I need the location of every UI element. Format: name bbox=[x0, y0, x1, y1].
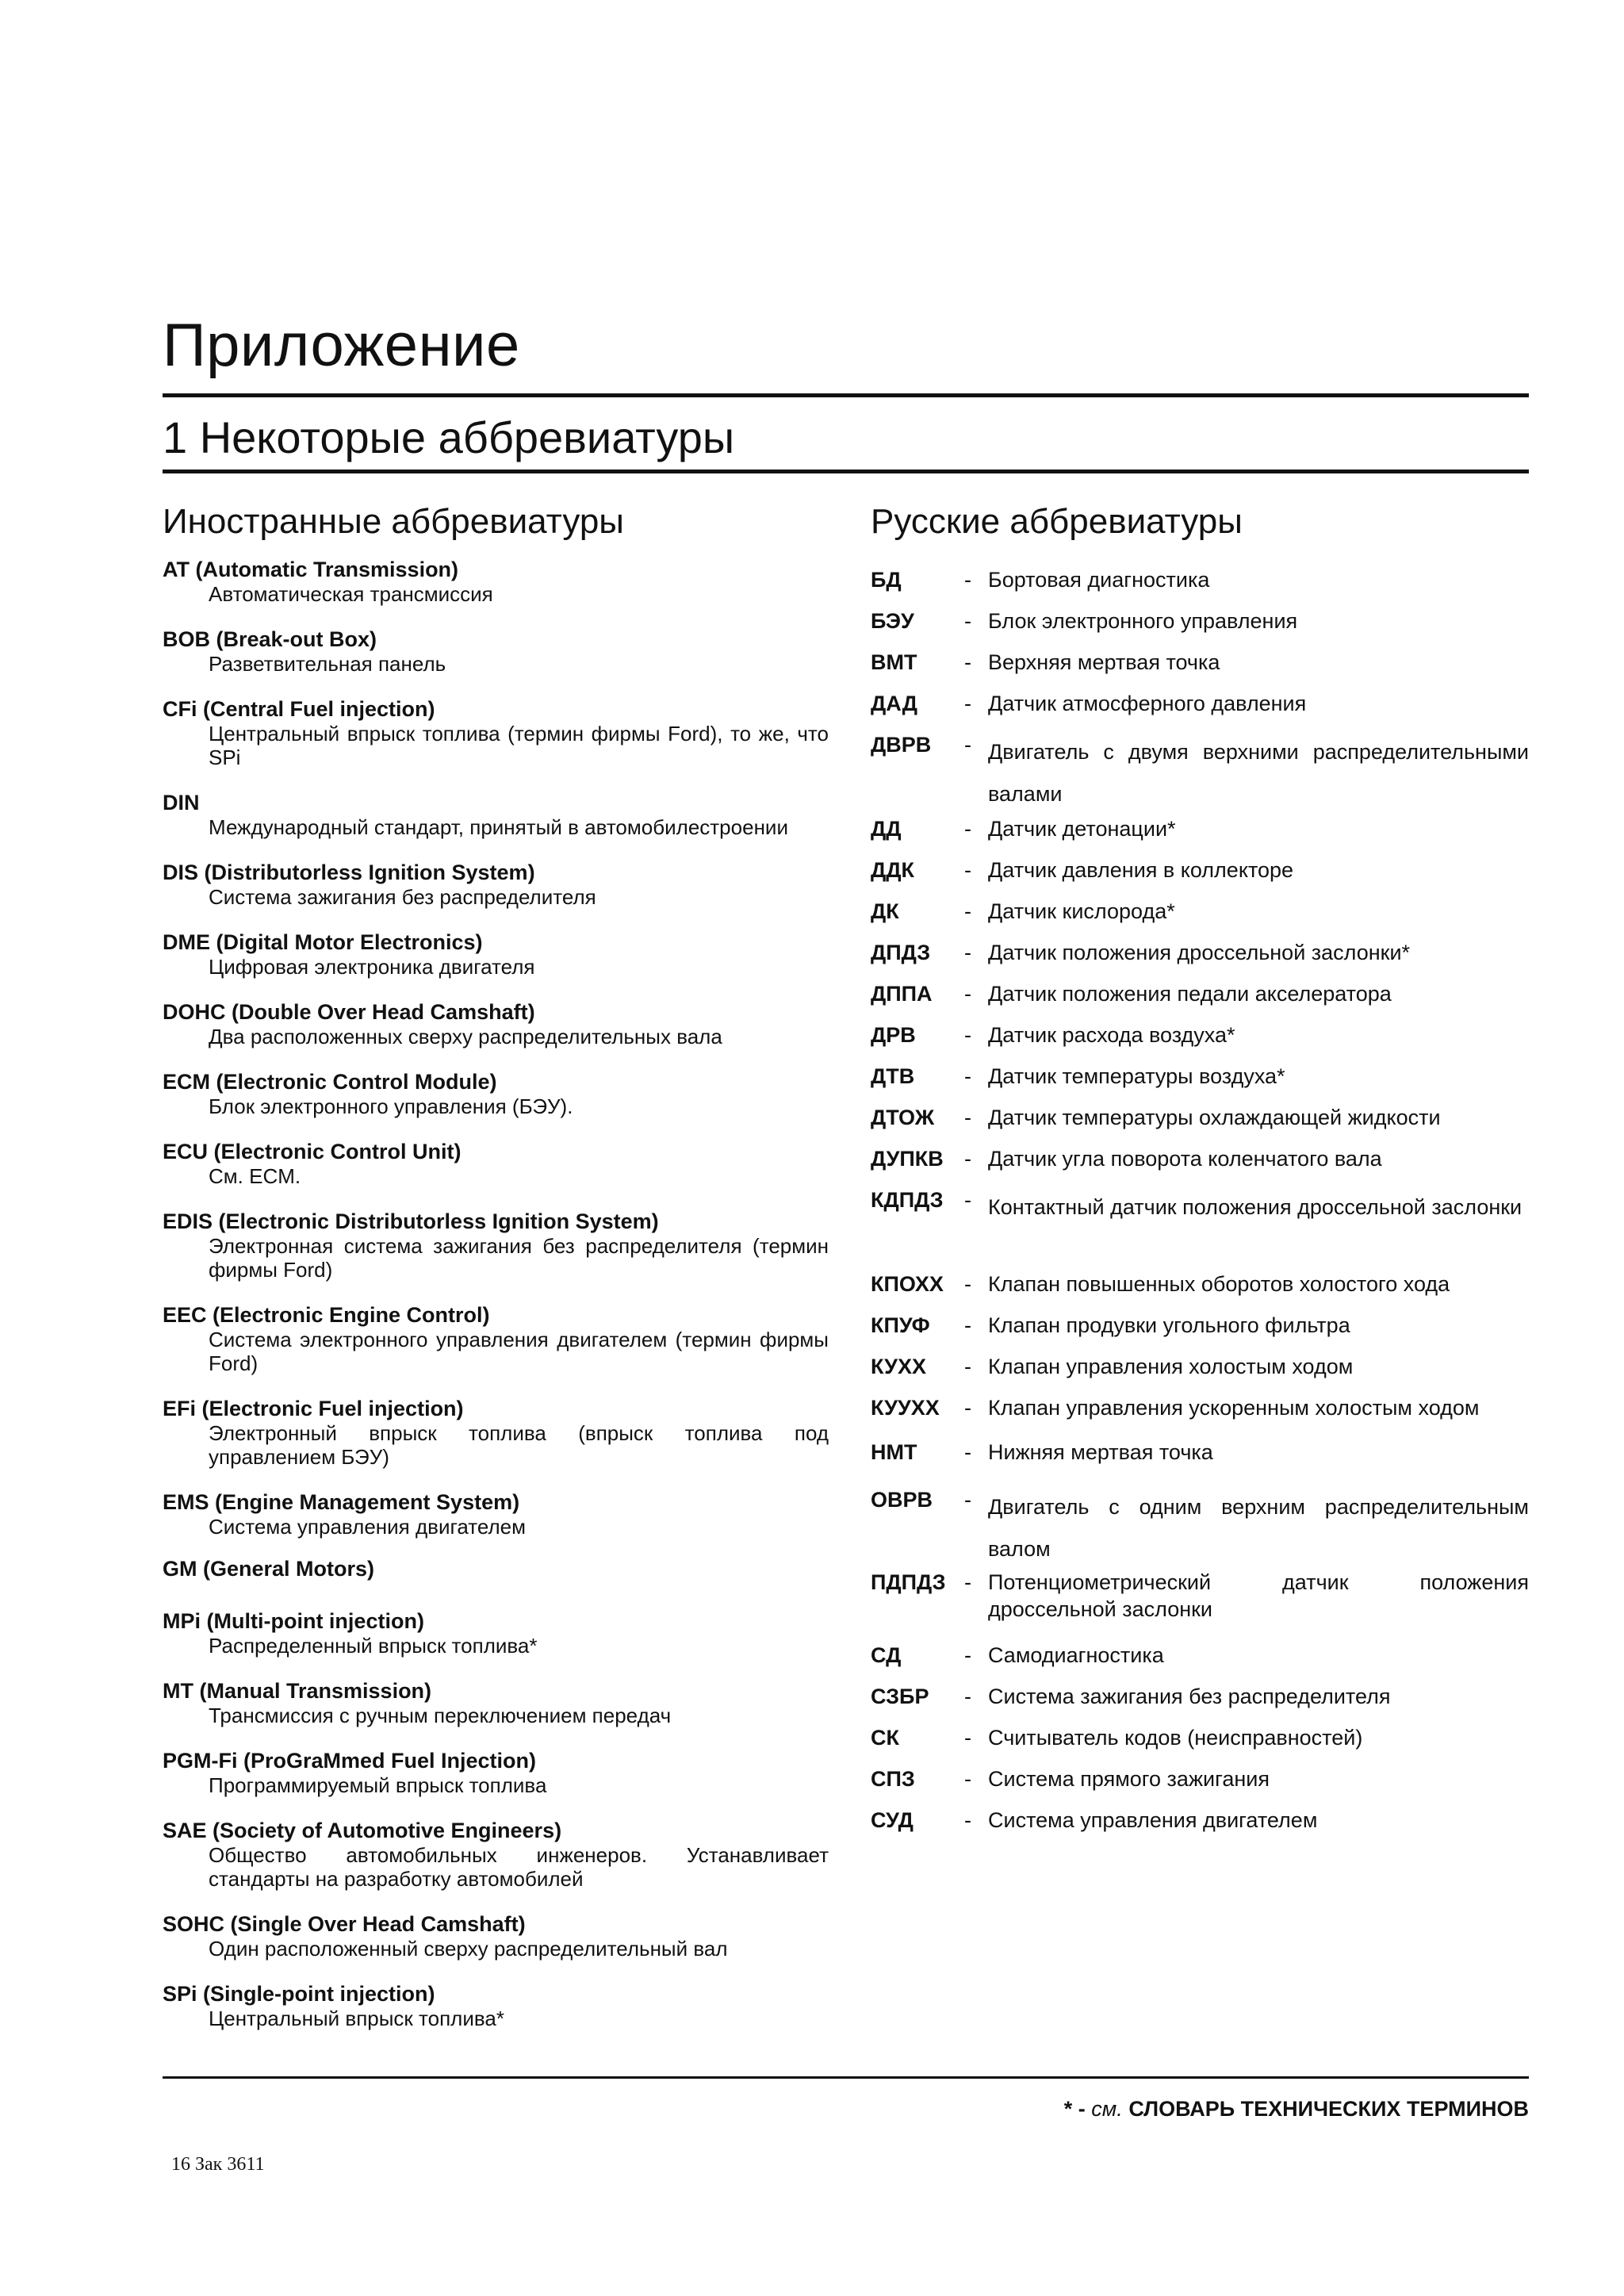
entry-dash: - bbox=[964, 1767, 971, 1791]
entry-dash: - bbox=[964, 1188, 971, 1212]
footnote-see: см. bbox=[1091, 2097, 1123, 2121]
russian-abbr: ВМТ bbox=[871, 650, 917, 674]
entry-dash: - bbox=[964, 1272, 971, 1296]
russian-abbr: СК bbox=[871, 1726, 899, 1750]
russian-abbr: СПЗ bbox=[871, 1767, 915, 1791]
foreign-entry bbox=[163, 1818, 829, 1891]
russian-definition: Двигатель с двумя верхними распределительными валами bbox=[988, 740, 1529, 806]
foreign-description: Разветвительная панель bbox=[209, 652, 446, 676]
footnote bbox=[1064, 2097, 1529, 2122]
russian-definition: Датчик давления в коллекторе bbox=[988, 858, 1294, 882]
russian-abbr: ДТОЖ bbox=[871, 1106, 935, 1129]
foreign-description: Автоматическая трансмиссия bbox=[209, 582, 493, 606]
foreign-entry bbox=[163, 1139, 829, 1188]
foreign-term: DIS (Distributorless Ignition System) bbox=[163, 861, 535, 884]
russian-definition: Датчик угла поворота коленчатого вала bbox=[988, 1147, 1382, 1171]
entry-dash: - bbox=[964, 1147, 971, 1171]
russian-definition: Клапан управления холостым ходом bbox=[988, 1355, 1354, 1378]
foreign-description: Электронный впрыск топлива (впрыск топлива под управлением БЭУ) bbox=[209, 1421, 829, 1469]
entry-dash: - bbox=[964, 1313, 971, 1337]
russian-definition: Датчик кислорода* bbox=[988, 899, 1175, 923]
entry-dash: - bbox=[964, 1064, 971, 1088]
russian-abbr: КУХХ bbox=[871, 1355, 926, 1378]
foreign-description: Международный стандарт, принятый в автомобилестроении bbox=[209, 815, 788, 839]
russian-definition: Датчик положения дроссельной заслонки* bbox=[988, 941, 1411, 964]
foreign-term: MPi (Multi-point injection) bbox=[163, 1609, 424, 1633]
foreign-term: BOB (Break-out Box) bbox=[163, 627, 377, 651]
foreign-entry bbox=[163, 557, 829, 606]
foreign-entry bbox=[163, 790, 829, 839]
entry-dash: - bbox=[964, 982, 971, 1006]
russian-definition: Датчик детонации* bbox=[988, 817, 1176, 841]
entry-dash: - bbox=[964, 1488, 971, 1512]
foreign-entry bbox=[163, 1209, 829, 1282]
foreign-term: GM (General Motors) bbox=[163, 1557, 375, 1581]
russian-definition: Бортовая диагностика bbox=[988, 568, 1210, 592]
foreign-term: EDIS (Electronic Distributorless Ignition System) bbox=[163, 1209, 659, 1233]
foreign-description: Центральный впрыск топлива* bbox=[209, 2007, 504, 2030]
foreign-description: Распределенный впрыск топлива* bbox=[209, 1634, 538, 1658]
russian-abbr: КУУХХ bbox=[871, 1396, 940, 1420]
russian-definition: Клапан продувки угольного фильтра bbox=[988, 1313, 1350, 1337]
foreign-term: AT (Automatic Transmission) bbox=[163, 558, 459, 581]
foreign-term: SAE (Society of Automotive Engineers) bbox=[163, 1819, 562, 1842]
russian-definition: Система управления двигателем bbox=[988, 1808, 1318, 1832]
foreign-term: PGM-Fi (ProGraMmed Fuel Injection) bbox=[163, 1749, 537, 1773]
russian-definition: Система зажигания без распределителя bbox=[988, 1685, 1391, 1708]
foreign-entry bbox=[163, 1489, 829, 1539]
foreign-abbreviations-heading: Иностранные аббревиатуры bbox=[163, 502, 624, 541]
foreign-term: SOHC (Single Over Head Camshaft) bbox=[163, 1912, 526, 1936]
foreign-entry bbox=[163, 999, 829, 1048]
russian-definition: Потенциометрический датчик положения дроссельной заслонки bbox=[988, 1570, 1529, 1621]
foreign-description: Цифровая электроника двигателя bbox=[209, 955, 535, 979]
russian-abbr: БЭУ bbox=[871, 609, 914, 633]
russian-abbr: ОВРВ bbox=[871, 1488, 933, 1512]
foreign-entry bbox=[163, 1678, 829, 1727]
foreign-description: Общество автомобильных инженеров. Устанавливает стандарты на разработку автомобилей bbox=[209, 1843, 829, 1891]
foreign-description: Один расположенный сверху распределительный вал bbox=[209, 1937, 728, 1961]
russian-abbreviations-heading: Русские аббревиатуры bbox=[871, 502, 1243, 541]
russian-definition: Нижняя мертвая точка bbox=[988, 1440, 1213, 1464]
russian-definition: Считыватель кодов (неисправностей) bbox=[988, 1726, 1363, 1750]
russian-definition: Блок электронного управления bbox=[988, 609, 1298, 633]
russian-abbr: ДТВ bbox=[871, 1064, 915, 1088]
entry-dash: - bbox=[964, 733, 971, 757]
russian-abbr: ДД bbox=[871, 817, 902, 841]
section-title: 1 Некоторые аббревиатуры bbox=[163, 412, 735, 462]
entry-dash: - bbox=[964, 1808, 971, 1832]
foreign-entry bbox=[163, 860, 829, 909]
entry-dash: - bbox=[964, 692, 971, 715]
entry-dash: - bbox=[964, 1440, 971, 1464]
section-rule bbox=[163, 470, 1529, 473]
russian-abbr: БД bbox=[871, 568, 902, 592]
foreign-description: Центральный впрыск топлива (термин фирмы Ford), то же, что SPi bbox=[209, 722, 829, 769]
russian-definition: Контактный датчик положения дроссельной заслонки bbox=[988, 1195, 1522, 1219]
entry-dash: - bbox=[964, 817, 971, 841]
foreign-entry bbox=[163, 1911, 829, 1961]
russian-abbr: НМТ bbox=[871, 1440, 917, 1464]
entry-dash: - bbox=[964, 899, 971, 923]
entry-dash: - bbox=[964, 1396, 971, 1420]
russian-abbr: ДПДЗ bbox=[871, 941, 931, 964]
russian-abbr: КПОХХ bbox=[871, 1272, 944, 1296]
foreign-description: Система электронного управления двигателем (термин фирмы Ford) bbox=[209, 1328, 829, 1375]
foreign-entry bbox=[163, 1981, 829, 2030]
russian-abbr: ДУПКВ bbox=[871, 1147, 944, 1171]
russian-abbr: ДАД bbox=[871, 692, 917, 715]
foreign-description: Трансмиссия с ручным переключением передач bbox=[209, 1704, 672, 1727]
entry-dash: - bbox=[964, 609, 971, 633]
russian-abbr: ДППА bbox=[871, 982, 933, 1006]
entry-dash: - bbox=[964, 1570, 971, 1594]
entry-dash: - bbox=[964, 941, 971, 964]
foreign-term: ECM (Electronic Control Module) bbox=[163, 1070, 497, 1094]
russian-abbr: ДК bbox=[871, 899, 899, 923]
russian-definition: Самодиагностика bbox=[988, 1643, 1164, 1667]
russian-abbr: ДДК bbox=[871, 858, 914, 882]
entry-dash: - bbox=[964, 650, 971, 674]
foreign-description: Два расположенных сверху распределительных вала bbox=[209, 1025, 722, 1048]
foreign-description: Система управления двигателем bbox=[209, 1515, 526, 1539]
russian-definition: Клапан повышенных оборотов холостого хода bbox=[988, 1272, 1450, 1296]
foreign-description: Система зажигания без распределителя bbox=[209, 885, 596, 909]
russian-definition: Система прямого зажигания bbox=[988, 1767, 1270, 1791]
russian-abbr: СУД bbox=[871, 1808, 914, 1832]
foreign-term: SPi (Single-point injection) bbox=[163, 1982, 435, 2006]
russian-definition: Клапан управления ускоренным холостым ходом bbox=[988, 1396, 1480, 1420]
foreign-entry bbox=[163, 627, 829, 676]
russian-definition: Двигатель с одним верхним распределительным валом bbox=[988, 1495, 1529, 1561]
russian-definition: Датчик температуры воздуха* bbox=[988, 1064, 1285, 1088]
foreign-term: DOHC (Double Over Head Camshaft) bbox=[163, 1000, 535, 1024]
entry-dash: - bbox=[964, 568, 971, 592]
foreign-term: MT (Manual Transmission) bbox=[163, 1679, 432, 1703]
russian-abbr: КДПДЗ bbox=[871, 1188, 944, 1212]
russian-abbr: СД bbox=[871, 1643, 902, 1667]
entry-dash: - bbox=[964, 1726, 971, 1750]
foreign-entry bbox=[163, 930, 829, 979]
foreign-term: ECU (Electronic Control Unit) bbox=[163, 1140, 462, 1163]
russian-abbr: ПДПДЗ bbox=[871, 1570, 946, 1594]
footer-rule bbox=[163, 2076, 1529, 2079]
entry-dash: - bbox=[964, 1355, 971, 1378]
russian-definition: Датчик температуры охлаждающей жидкости bbox=[988, 1106, 1441, 1129]
russian-definition: Верхняя мертвая точка bbox=[988, 650, 1220, 674]
entry-dash: - bbox=[964, 1685, 971, 1708]
foreign-entry bbox=[163, 1748, 829, 1797]
foreign-description: Электронная система зажигания без распределителя (термин фирмы Ford) bbox=[209, 1234, 829, 1282]
entry-dash: - bbox=[964, 1023, 971, 1047]
foreign-entry bbox=[163, 1396, 829, 1469]
page-title: Приложение bbox=[163, 312, 520, 379]
page-code: 16 Зак 3611 bbox=[171, 2154, 265, 2175]
russian-abbr: ДРВ bbox=[871, 1023, 916, 1047]
foreign-entry bbox=[163, 1608, 829, 1658]
russian-definition: Датчик атмосферного давления bbox=[988, 692, 1307, 715]
foreign-description: Программируемый впрыск топлива bbox=[209, 1773, 547, 1797]
foreign-term: DIN bbox=[163, 791, 200, 815]
foreign-term: CFi (Central Fuel injection) bbox=[163, 697, 435, 721]
foreign-entry bbox=[163, 1069, 829, 1118]
entry-dash: - bbox=[964, 1643, 971, 1667]
foreign-term: EMS (Engine Management System) bbox=[163, 1490, 520, 1514]
foreign-term: EEC (Electronic Engine Control) bbox=[163, 1303, 490, 1327]
footnote-mark: * - bbox=[1063, 2097, 1086, 2121]
foreign-term: DME (Digital Motor Electronics) bbox=[163, 930, 483, 954]
foreign-term: EFi (Electronic Fuel injection) bbox=[163, 1397, 464, 1420]
russian-abbr: КПУФ bbox=[871, 1313, 930, 1337]
entry-dash: - bbox=[964, 858, 971, 882]
footnote-text: СЛОВАРЬ ТЕХНИЧЕСКИХ ТЕРМИНОВ bbox=[1128, 2097, 1529, 2121]
foreign-description: Блок электронного управления (БЭУ). bbox=[209, 1094, 573, 1118]
russian-abbr: ДВРВ bbox=[871, 733, 932, 757]
entry-dash: - bbox=[964, 1106, 971, 1129]
foreign-entry bbox=[163, 1556, 829, 1581]
foreign-description: См. ECM. bbox=[209, 1164, 301, 1188]
foreign-entry bbox=[163, 696, 829, 769]
foreign-entry bbox=[163, 1302, 829, 1375]
title-rule bbox=[163, 393, 1529, 397]
russian-definition: Датчик расхода воздуха* bbox=[988, 1023, 1235, 1047]
russian-definition: Датчик положения педали акселератора bbox=[988, 982, 1392, 1006]
russian-abbr: СЗБР bbox=[871, 1685, 929, 1708]
